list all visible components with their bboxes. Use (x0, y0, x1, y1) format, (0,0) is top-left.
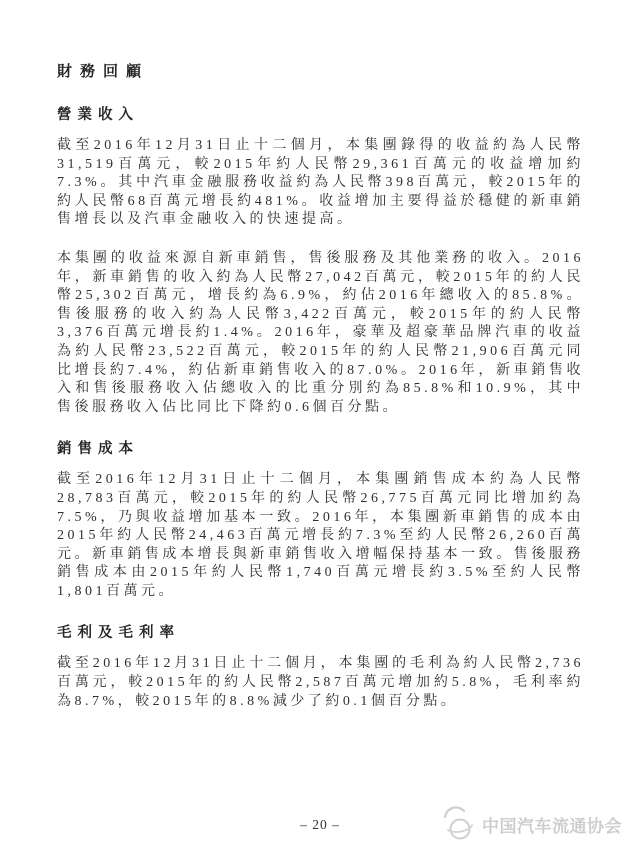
section-revenue (57, 103, 584, 417)
section-cost-of-sales (57, 437, 584, 601)
document-content (57, 60, 584, 731)
section-gross-profit (57, 621, 584, 711)
page-number: – 20 – (300, 817, 340, 832)
page-title: 財務回顧 (57, 64, 150, 80)
section-heading-gross-profit: 毛利及毛利率 (57, 625, 180, 642)
paragraph-gross-profit-1: 截至2016年12月31日止十二個月，本集團的毛利為約人民幣2,736百萬元，較2015年的約人民幣2,587百萬元增加約5.8%，毛利率約為8.7%，較2015年的8.8%減少了約0.1個百分點。 (57, 656, 584, 709)
section-heading-cost-of-sales: 銷售成本 (57, 441, 139, 458)
watermark (439, 803, 622, 845)
paragraph-revenue-1: 截至2016年12月31日止十二個月，本集團錄得的收益約為人民幣31,519百萬元，較2015年約人民幣29,361百萬元的收益增加約7.3%。其中汽車金融服務收益約為人民幣398百萬元，較2015年的約人民幣68百萬元增長約481%。收益增加主要得益於穩健的新車銷售增長以及汽車金融收入的快速提高。 (57, 138, 584, 228)
paragraph-revenue-2: 本集團的收益來源自新車銷售，售後服務及其他業務的收入。2016年，新車銷售的收入約為人民幣27,042百萬元，較2015年的約人民幣25,302百萬元，增長約為6.9%，約佔2016年總收入的85.8%。售後服務的收入約為人民幣3,422百萬元，較2015年的約人民幣3,376百萬元增長約1.4%。2016年，豪華及超豪華品牌汽車的收益為約人民幣23,522百萬元，較2015年的約人民幣21,906百萬元同比增長約7.4%，約佔新車銷售收入的87.0%。2016年，新車銷售收入和售後服務收入佔總收入的比重分別約為85.8%和10.9%，其中售後服務收入佔比同比下降約0.6個百分點。 (57, 250, 584, 415)
paragraph-cost-of-sales-1: 截至2016年12月31日止十二個月，本集團銷售成本約為人民幣28,783百萬元，較2015年的約人民幣26,775百萬元同比增加約為7.5%，乃與收益增加基本一致。2016年，本集團新車銷售的成本由2015年約人民幣24,463百萬元增長約7.3%至約人民幣26,260百萬元。新車銷售成本增長與新車銷售收入增幅保持基本一致。售後服務銷售成本由2015年約人民幣1,740百萬元增長約3.5%至約人民幣1,801百萬元。 (57, 472, 584, 599)
section-heading-revenue: 營業收入 (57, 107, 139, 123)
cada-logo-icon (439, 803, 477, 845)
watermark-text: 中国汽车流通协会 (482, 816, 622, 836)
